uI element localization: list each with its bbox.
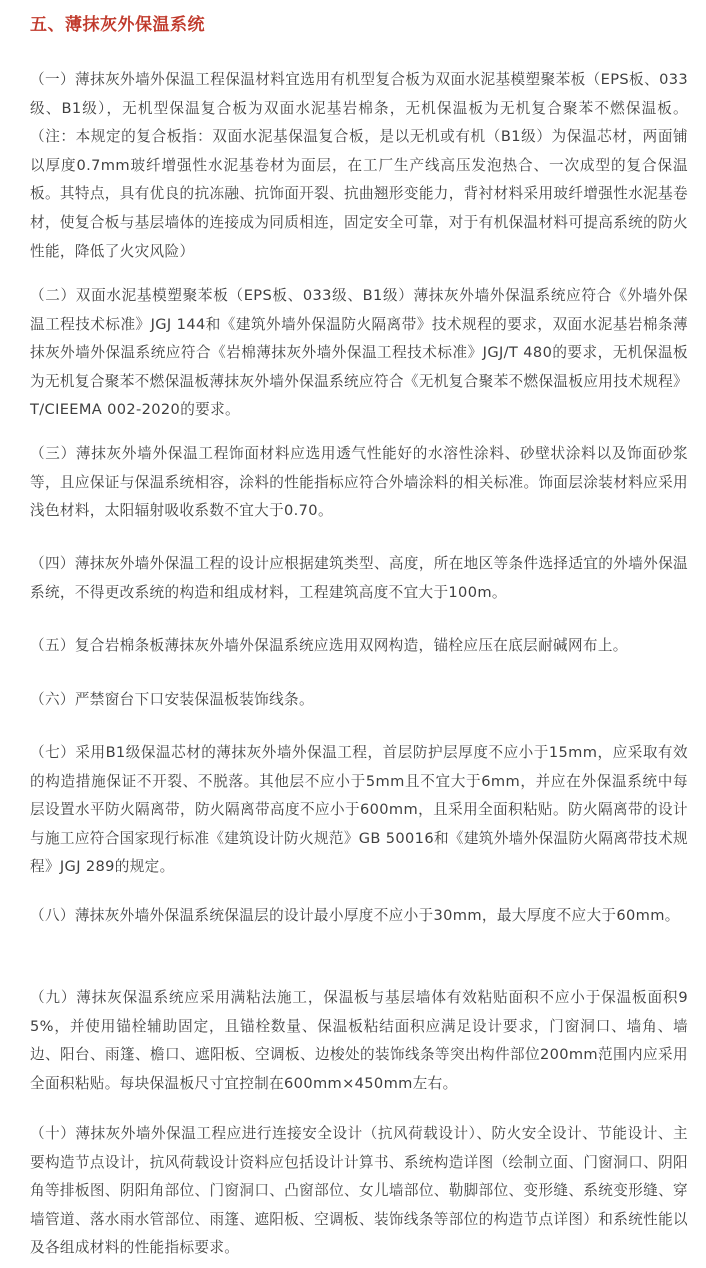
paragraph-9: （九）薄抹灰保温系统应采用满粘法施工，保温板与基层墙体有效粘贴面积不应小于保温板面积95%，并使用锚栓辅助固定，且锚栓数量、保温板粘结面积应满足设计要求，门窗洞口、墙角、墙边、阳台、雨篷、檐口、遮阳板、空调板、边梭处的装饰线条等突出构件部位200mm范围内应采用全面积粘贴。每块保温板尺寸宜控制在600mm×450mm左右。 (30, 989, 688, 1092)
paragraph-10: （十）薄抹灰外墙外保温工程应进行连接安全设计（抗风荷载设计）、防火安全设计、节能设计、主要构造节点设计，抗风荷载设计资料应包括设计计算书、系统构造详图（绘制立面、门窗洞口、阴阳角等排板图、阴阳角部位、门窗洞口、凸窗部位、女儿墙部位、勒脚部位、变形缝、系统变形缝、穿墙管道、落水雨水管部位、雨篷、遮阳板、空调板、装饰线条等部位的构造节点详图）和系统性能以及各组成材料的性能指标要求。 (30, 1125, 688, 1257)
paragraph-2: （二）双面水泥基模塑聚苯板（EPS板、033级、B1级）薄抹灰外墙外保温系统应符合《外墙外保温工程技术标准》JGJ 144和《建筑外墙外保温防火隔离带》技术规程的要求，双面水泥基岩棉条薄抹灰外墙外保温系统应符合《岩棉薄抹灰外墙外保温工程技术标准》JGJ/T 480的要求，无机保温板为无机复合聚苯不燃保温板薄抹灰外墙外保温系统应符合《无机复合聚苯不燃保温板应用技术规程》T/CIEEMA 002-2020的要求。 (30, 287, 688, 419)
paragraph-7: （七）采用B1级保温芯材的薄抹灰外墙外保温工程，首层防护层厚度不应小于15mm，应采取有效的构造措施保证不开裂、不脱落。其他层不应小于5mm且不宜大于6mm，并应在外保温系统中每层设置水平防火隔离带，防火隔离带高度不应小于600mm，且采用全面积粘贴。防火隔离带的设计与施工应符合国家现行标准《建筑设计防火规范》GB 50016和《建筑外墙外保温防火隔离带技术规程》JGJ 289的规定。 (30, 744, 688, 876)
paragraph-6: （六）严禁窗台下口安装保温板装饰线条。 (30, 691, 314, 708)
paragraph-5: （五）复合岩棉条板薄抹灰外墙外保温系统应选用双网构造，锚栓应压在底层耐碱网布上。 (30, 637, 628, 654)
paragraph-3: （三）薄抹灰外墙外保温工程饰面材料应选用透气性能好的水溶性涂料、砂壁状涂料以及饰面砂浆等，且应保证与保温系统相容，涂料的性能指标应符合外墙涂料的相关标准。饰面层涂装材料应采用浅色材料，太阳辐射吸收系数不宜大于0.70。 (30, 445, 688, 520)
paragraph-4: （四）薄抹灰外墙外保温工程的设计应根据建筑类型、高度，所在地区等条件选择适宜的外墙外保温系统，不得更改系统的构造和组成材料，工程建筑高度不宜大于100m。 (30, 555, 688, 601)
paragraph-1: （一）薄抹灰外墙外保温工程保温材料宜选用有机型复合板为双面水泥基模塑聚苯板（EPS板、033级、B1级），无机型保温复合板为双面水泥基岩棉条，无机保温板为无机复合聚苯不燃保温板。（注：本规定的复合板指：双面水泥基保温复合板，是以无机或有机（B1级）为保温芯材，两面铺以厚度0.7mm玻纤增强性水泥基卷材为面层，在工厂生产线高压发泡热合、一次成型的复合保温板。其特点，具有优良的抗冻融、抗饰面开裂、抗曲翘形变能力，背衬材料采用玻纤增强性水泥基卷材，使复合板与基层墙体的连接成为同质相连，固定安全可靠，对于有机保温材料可提高系统的防火性能，降低了火灾风险） (30, 71, 688, 260)
section-title: 五、薄抹灰外保温系统 (30, 15, 205, 35)
paragraph-8: （八）薄抹灰外墙外保温系统保温层的设计最小厚度不应小于30mm，最大厚度不应大于60mm。 (30, 907, 680, 924)
